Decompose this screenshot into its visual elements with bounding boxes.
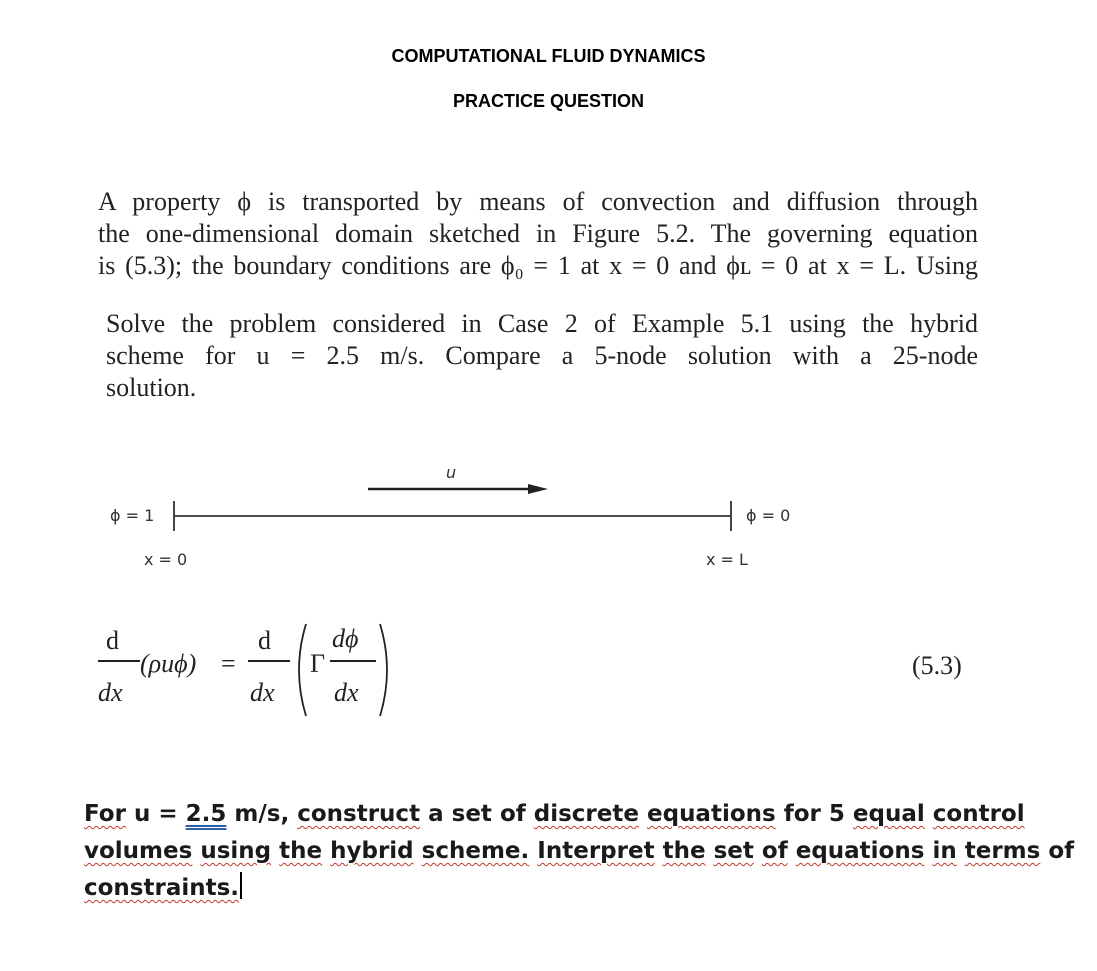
question-line: volumes using the hybrid scheme. Interpret the set of equations in terms of xyxy=(84,838,1075,864)
velocity-label: u xyxy=(446,463,457,482)
eq-fraction-bar xyxy=(248,660,290,662)
statement-line: A property ϕ is transported by means of convection and diffusion through xyxy=(98,187,978,216)
question-line: constraints. xyxy=(84,870,994,907)
question-line: For u = 2.5 m/s, construct a set of discrete equations for 5 equal control xyxy=(84,801,1025,827)
task-line: solution. xyxy=(106,373,197,402)
text-cursor xyxy=(240,872,242,899)
left-position-label: x = 0 xyxy=(144,550,188,569)
eq-dx-denominator: dx xyxy=(250,678,275,707)
task-statement xyxy=(106,308,978,404)
right-position-label: x = L xyxy=(706,550,748,569)
left-boundary-condition: ϕ = 1 xyxy=(110,506,155,525)
equation-number: (5.3) xyxy=(912,651,962,680)
statement-line: is (5.3); the boundary conditions are ϕ₀ = 1 at x = 0 and ϕʟ = 0 at x = L. Using xyxy=(98,251,978,280)
eq-dx-denominator: dx xyxy=(98,678,123,707)
question-text[interactable] xyxy=(84,796,1075,907)
right-boundary-condition: ϕ = 0 xyxy=(746,506,791,525)
statement-line: the one-dimensional domain sketched in Figure 5.2. The governing equation xyxy=(98,219,978,248)
document-title: COMPUTATIONAL FLUID DYNAMICS xyxy=(391,46,706,66)
eq-fraction-bar xyxy=(330,660,376,662)
eq-d-numerator: d xyxy=(106,626,119,655)
eq-d-numerator: d xyxy=(258,626,271,655)
eq-dx-denominator: dx xyxy=(334,678,359,707)
eq-gamma: Γ xyxy=(310,649,326,678)
velocity-arrow-head xyxy=(528,484,548,494)
task-line: Solve the problem considered in Case 2 of Example 5.1 using the hybrid xyxy=(106,309,978,338)
eq-fraction-bar xyxy=(98,660,140,662)
task-line: scheme for u = 2.5 m/s. Compare a 5-node solution with a 25-node xyxy=(106,341,978,370)
problem-statement xyxy=(98,186,978,282)
eq-dphi-numerator: dϕ xyxy=(332,624,359,653)
eq-flux-term: (ρuϕ) xyxy=(140,649,197,678)
eq-parentheses xyxy=(290,620,400,720)
eq-equals-sign: = xyxy=(221,649,236,678)
document-subtitle: PRACTICE QUESTION xyxy=(452,91,644,111)
